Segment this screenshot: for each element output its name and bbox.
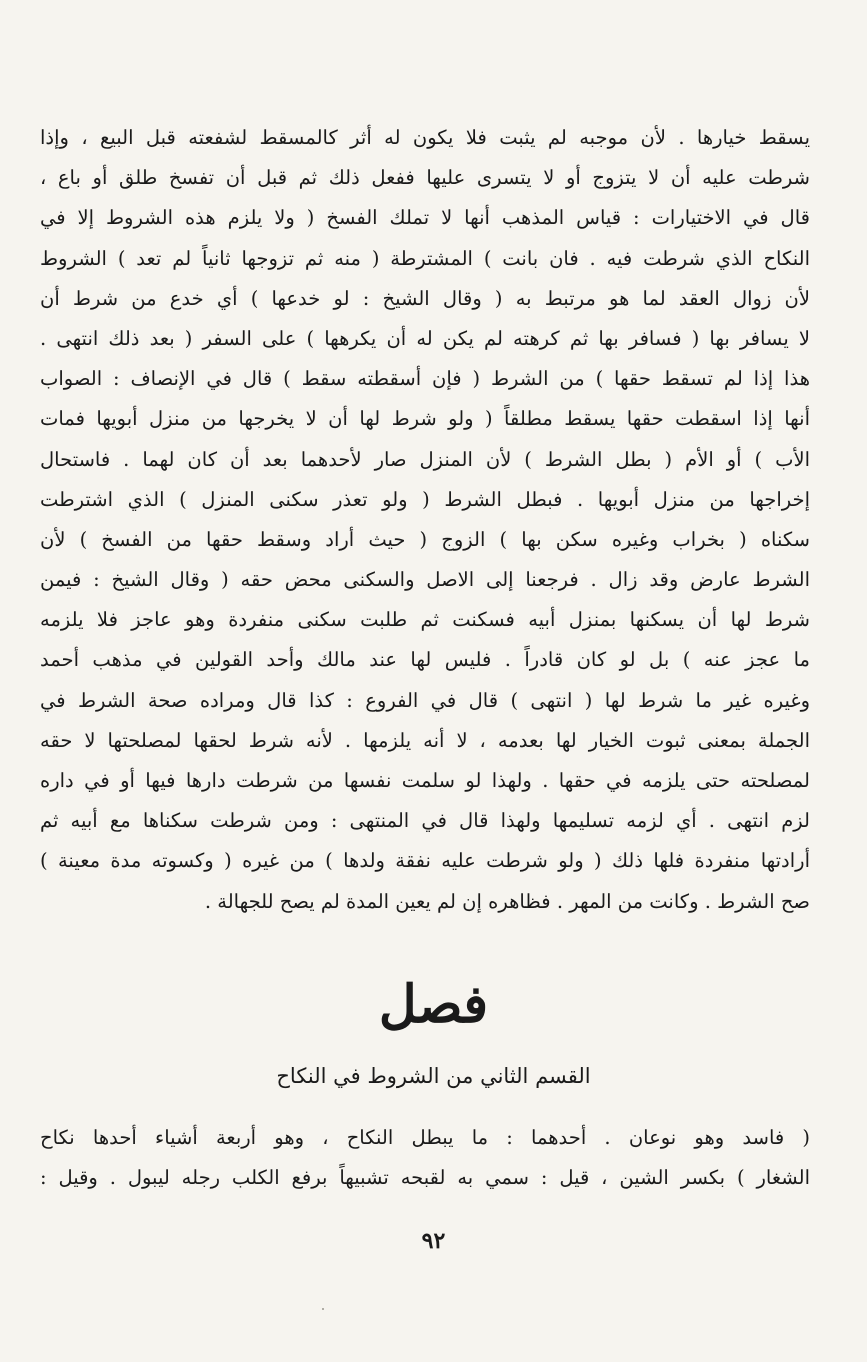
text-line: الجملة بمعنى ثبوت الخيار لها بعدمه ، لا أنه يلزمها . لأنه شرط لحقها لمصلحتها لا حقه [40, 728, 810, 752]
text-line: النكاح الذي شرطت فيه . فان بانت ) المشترطة ( منه ثم تزوجها ثانياً لم تعد ) الشروط [40, 246, 810, 270]
text-line: الأب ) أو الأم ( بطل الشرط ) لأن المنزل صار لأحدهما بعد أن كان لهما . فاستحال [40, 447, 810, 471]
text-line: لمصلحته حتى يلزمه في حقها . ولهذا لو سلمت نفسها من شرطت دارها فيها أو في داره [40, 769, 810, 792]
text-line: لأن زوال العقد لما هو مرتبط به ( وقال الشيخ : لو خدعها ) أي خدع من شرط أن [40, 286, 810, 310]
text-line: الشغار ) بكسر الشين ، قيل : سمي به لقبحه تشبيهاً برفع الكلب رجله ليبول . وقيل : [40, 1166, 810, 1190]
text-line: هذا إذا لم تسقط حقها ) من الشرط ( فإن أسقطته سقط ) قال في الإنصاف : الصواب [40, 367, 810, 391]
section-title: القسم الثاني من الشروط في النكاح [276, 1064, 591, 1088]
section-ornament-heading: فصل [378, 974, 489, 1035]
text-line: لا يسافر بها ( فسافر بها ثم كرهته لم يكن له أن يكرهها ) على السفر ( بعد ذلك انتهى . [40, 326, 810, 350]
main-paragraph [40, 118, 810, 922]
text-line: شرطت عليه أن لا يتزوج أو لا يتسرى عليها ففعل ذلك ثم قبل أن تفسخ طلق أو باع ، [40, 166, 810, 190]
text-line: الشرط عارض وقد زال . فرجعنا إلى الاصل والسكنى محض حقه ( وقال الشيخ : فيمن [40, 568, 810, 592]
text-line: شرط لها أن يسكنها بمنزل أبيه فسكنت ثم طلبت سكنى منفردة وهو عاجز فلا يلزمه [40, 608, 810, 632]
text-line: صح الشرط . وكانت من المهر . فظاهره إن لم يعين المدة لم يصح للجهالة . [204, 889, 810, 913]
text-line: ما عجز عنه ) بل لو كان قادراً . فليس لها عند مالك وأحد القولين في مذهب أحمد [40, 648, 810, 672]
paper-speck [322, 1308, 324, 1310]
page-number: ٩٢ [421, 1228, 446, 1254]
text-line: ( فاسد وهو نوعان . أحدهما : ما يبطل النكاح ، وهو أربعة أشياء أحدها نكاح [40, 1126, 810, 1149]
text-line: قال في الاختيارات : قياس المذهب أنها لا تملك الفسخ ( ولا يلزم هذه الشروط إلا في [40, 206, 810, 230]
text-line: يسقط خيارها . لأن موجبه لم يثبت فلا يكون له أثر كالمسقط لشفعته قبل البيع ، وإذا [40, 126, 810, 149]
text-line: أرادتها منفردة فلها ذلك ( ولو شرطت عليه نفقة ولدها ) من غيره ( وكسوته مدة معينة ) [40, 849, 810, 873]
text-line: وغيره غير ما شرط لها ( انتهى ) قال في الفروع : كذا قال ومراده صحة الشرط في [40, 688, 810, 712]
text-line: إخراجها من منزل أبويها . فبطل الشرط ( ولو تعذر سكنى المنزل ) الذي اشترطت [40, 487, 810, 511]
text-line: سكناه ( بخراب وغيره سكن بها ) الزوج ( حيث أراد وسقط حقها من الفسخ ) لأن [40, 527, 810, 551]
text-line: لزم انتهى . أي لزمه تسليمها ولهذا قال في المنتهى : ومن شرطت سكناها مع أبيه ثم [40, 809, 810, 833]
text-line: أنها إذا اسقطت حقها يسقط مطلقاً ( ولو شرط لها أن لا يخرجها من منزل أبويها فمات [40, 407, 810, 431]
section-paragraph [40, 1118, 810, 1198]
